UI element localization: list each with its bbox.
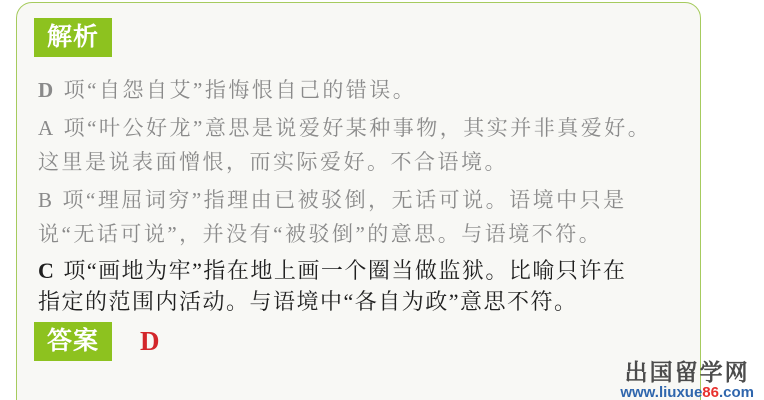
option-letter: B xyxy=(38,188,55,212)
option-letter: D xyxy=(38,78,56,102)
answer-row xyxy=(34,322,160,361)
analysis-line: B 项“理屈词穷”指理由已被驳倒，无话可说。语境中只是 xyxy=(38,188,627,212)
analysis-line: 指定的范围内活动。与语境中“各自为政”意思不符。 xyxy=(38,289,578,314)
option-letter: A xyxy=(38,116,56,140)
analysis-line: C 项“画地为牢”指在地上画一个圈当做监狱。比喻只许在 xyxy=(38,258,627,283)
analysis-card xyxy=(16,2,701,400)
watermark-url-number: 86 xyxy=(702,384,719,400)
watermark-site-name: 出国留学网 xyxy=(624,359,750,385)
analysis-paragraph xyxy=(38,111,678,179)
analysis-tag: 解析 xyxy=(34,18,112,57)
analysis-line: A 项“叶公好龙”意思是说爱好某种事物，其实并非真爱好。 xyxy=(38,116,652,140)
analysis-paragraph xyxy=(38,255,678,317)
watermark-url-prefix: www.liuxue xyxy=(620,384,703,400)
analysis-paragraph xyxy=(38,73,678,107)
watermark-url-suffix: .com xyxy=(718,384,754,400)
analysis-line: 这里是说表面憎恨，而实际爱好。不合语境。 xyxy=(38,150,508,174)
watermark xyxy=(620,361,754,400)
analysis-text xyxy=(38,73,678,321)
analysis-paragraph xyxy=(38,183,678,251)
option-letter: C xyxy=(38,258,56,283)
analysis-line: 说“无话可说”，并没有“被驳倒”的意思。与语境不符。 xyxy=(38,222,603,246)
analysis-line: D 项“自怨自艾”指悔恨自己的错误。 xyxy=(38,78,417,102)
answer-tag: 答案 xyxy=(34,322,112,361)
watermark-url xyxy=(620,385,754,400)
answer-value: D xyxy=(140,326,160,356)
